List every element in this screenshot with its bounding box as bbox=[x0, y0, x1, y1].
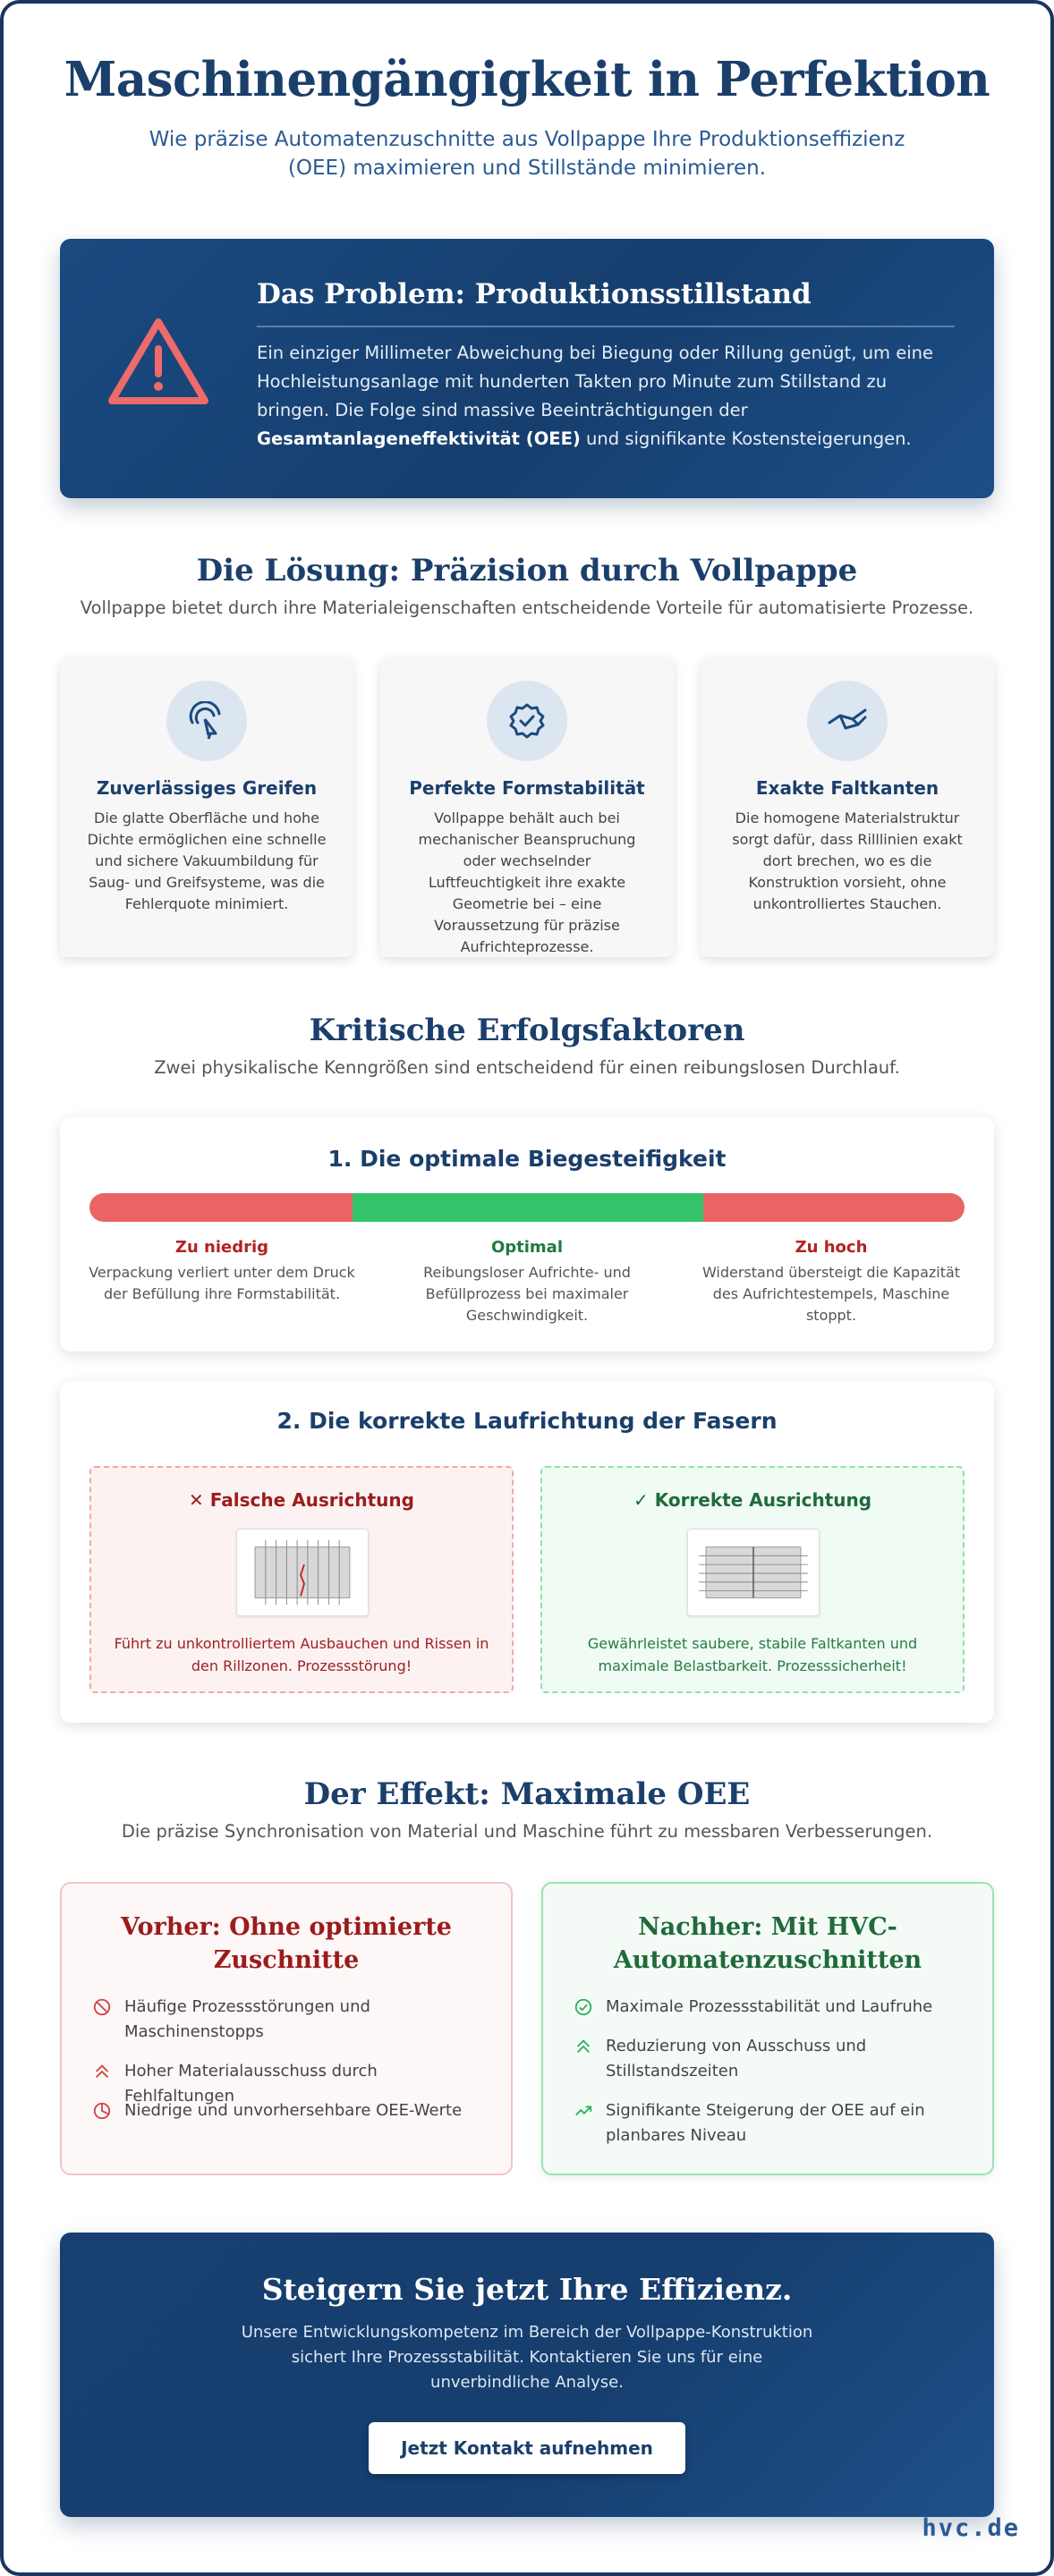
after-title: Nachher: Mit HVC-Automatenzuschnitten bbox=[613, 1913, 922, 1974]
cta-title: Steigern Sie jetzt Ihre Effizienz. bbox=[261, 2272, 793, 2307]
contact-button[interactable]: Jetzt Kontakt aufnehmen bbox=[369, 2422, 685, 2474]
fiber-panel bbox=[60, 1381, 994, 1723]
problem-box bbox=[60, 239, 994, 498]
stiffness-title: 1. Die optimale Biegesteifigkeit bbox=[327, 1146, 727, 1172]
fiber-title: 2. Die korrekte Laufrichtung der Fasern bbox=[276, 1408, 778, 1434]
folded-paper-icon bbox=[826, 701, 869, 741]
feature-text: Vollpappe behält auch bei mechanischer Beanspruchung oder wechselnder Luftfeuchtigkeit ihre exakte Geometrie bei – eine Voraussetzung für präzise Aufrichteprozesse. bbox=[418, 809, 636, 955]
close-icon: ✕ bbox=[189, 1489, 210, 1511]
after-item: Maximale Prozessstabilität und Laufruhe bbox=[572, 1995, 965, 2020]
feature-title: Zuverlässiges Greifen bbox=[96, 777, 318, 799]
wrong-orientation-heading: ✕ Falsche Ausrichtung bbox=[189, 1489, 414, 1511]
page-title: Maschinengängigkeit in Perfektion bbox=[64, 52, 990, 107]
trend-up-icon bbox=[572, 2101, 595, 2121]
factors-title: Kritische Erfolgsfaktoren bbox=[309, 1013, 745, 1048]
feature-card-greifen bbox=[60, 657, 353, 957]
feature-card-faltkanten bbox=[701, 657, 994, 957]
wrong-orientation-text: Führt zu unkontrolliertem Ausbauchen und Rissen in den Rillzonen. Prozessstörung! bbox=[114, 1635, 489, 1674]
badge-check-icon bbox=[507, 701, 547, 741]
feature-icon-circle bbox=[487, 681, 567, 761]
before-title: Vorher: Ohne optimierte Zuschnitte bbox=[121, 1913, 452, 1974]
solution-subtitle: Vollpappe bietet durch ihre Materialeigenschaften entscheidende Vorteile für automatisierte Prozesse. bbox=[80, 597, 974, 618]
brand-logo: hvc.de bbox=[922, 2514, 1020, 2542]
zone-text: Widerstand übersteigt die Kapazität des Aufrichtestempels, Maschine stoppt. bbox=[701, 1264, 961, 1324]
wrong-orientation-box bbox=[89, 1466, 514, 1693]
zone-optimal bbox=[393, 1238, 661, 1326]
pie-chart-icon bbox=[90, 2101, 114, 2121]
before-item: Häufige Prozessstörungen und Maschinenstopps bbox=[90, 1995, 484, 2045]
cta-text: Unsere Entwicklungskompetenz im Bereich der Vollpappe-Konstruktion sichert Ihre Prozessstabilität. Kontaktieren Sie uns für eine unverbindliche Analyse. bbox=[241, 2323, 813, 2392]
page-subtitle: Wie präzise Automatenzuschnitte aus Vollpappe Ihre Produktionseffizienz (OEE) maximieren und Stillstände minimieren. bbox=[149, 128, 905, 180]
check-circle-icon bbox=[572, 1997, 595, 2017]
scale-segment-high bbox=[703, 1193, 965, 1222]
double-chevron-up-icon bbox=[572, 2037, 595, 2056]
effect-title: Der Effekt: Maximale OEE bbox=[303, 1776, 751, 1812]
after-card bbox=[541, 1882, 994, 2175]
feature-icon-circle bbox=[166, 681, 247, 761]
feature-title: Exakte Faltkanten bbox=[755, 777, 939, 799]
check-icon: ✓ bbox=[633, 1489, 655, 1511]
zone-low bbox=[88, 1238, 356, 1305]
correct-orientation-box bbox=[540, 1466, 965, 1693]
after-item: Signifikante Steigerung der OEE auf ein planbares Niveau bbox=[572, 2098, 965, 2148]
before-item: Hoher Materialausschuss durch Fehlfaltungen bbox=[90, 2059, 484, 2109]
ban-icon bbox=[90, 1997, 114, 2017]
feature-card-formstabilitaet bbox=[380, 657, 674, 957]
feature-text: Die homogene Materialstruktur sorgt dafür, dass Rilllinien exakt dort brechen, wo es die Konstruktion vorsieht, ohne unkontrolliertes Stauchen. bbox=[732, 809, 963, 912]
after-item: Reduzierung von Ausschuss und Stillstandszeiten bbox=[572, 2034, 965, 2084]
zone-label: Zu niedrig bbox=[174, 1238, 269, 1257]
feature-text: Die glatte Oberfläche und hohe Dichte ermöglichen eine schnelle und sichere Vakuumbildung für Saug- und Greifsysteme, was die Fehlerquote minimiert. bbox=[87, 809, 327, 912]
oee-highlight: Gesamtanlageneffektivität (OEE) bbox=[257, 428, 581, 449]
problem-title: Das Problem: Produktionsstillstand bbox=[257, 278, 812, 310]
pointer-click-icon bbox=[187, 701, 226, 741]
zone-label: Optimal bbox=[490, 1238, 564, 1257]
double-chevron-up-icon bbox=[90, 2062, 114, 2081]
problem-text: Ein einziger Millimeter Abweichung bei Biegung oder Rillung genügt, um eine Hochleistungsanlage mit hunderten Takten pro Minute zum Stillstand zu bringen. Die Folge sind massive Beeinträchtigungen der Gesamtanlageneffektivität (OEE) und signifikante Kostensteigerungen. bbox=[257, 343, 934, 449]
before-item: Niedrige und unvorhersehbare OEE-Werte bbox=[90, 2098, 484, 2123]
solution-title: Die Lösung: Präzision durch Vollpappe bbox=[196, 553, 858, 589]
scale-segment-low bbox=[89, 1193, 353, 1222]
correct-orientation-heading: ✓ Korrekte Ausrichtung bbox=[633, 1489, 872, 1511]
zone-label: Zu hoch bbox=[795, 1238, 868, 1257]
zone-text: Reibungsloser Aufrichte- und Befüllprozess bei maximaler Geschwindigkeit. bbox=[423, 1264, 631, 1324]
correct-fiber-illustration bbox=[687, 1529, 820, 1616]
problem-divider bbox=[257, 326, 955, 327]
before-card bbox=[60, 1882, 513, 2175]
factors-subtitle: Zwei physikalische Kenngrößen sind entscheidend für einen reibungslosen Durchlauf. bbox=[154, 1057, 900, 1078]
cta-box bbox=[60, 2233, 994, 2517]
zone-text: Verpackung verliert unter dem Druck der Befüllung ihre Formstabilität. bbox=[89, 1264, 355, 1302]
wrong-fiber-illustration bbox=[236, 1529, 369, 1616]
correct-orientation-text: Gewährleistet saubere, stabile Faltkanten und maximale Belastbarkeit. Prozesssicherheit! bbox=[587, 1635, 918, 1674]
effect-subtitle: Die präzise Synchronisation von Material und Maschine führt zu messbaren Verbesserungen. bbox=[121, 1821, 933, 1842]
stiffness-panel bbox=[60, 1117, 994, 1352]
scale-segment-optimal bbox=[353, 1193, 703, 1222]
warning-icon bbox=[106, 315, 210, 408]
feature-title: Perfekte Formstabilität bbox=[409, 777, 645, 799]
stiffness-scale-bar bbox=[89, 1193, 965, 1222]
feature-icon-circle bbox=[807, 681, 888, 761]
zone-high bbox=[697, 1238, 965, 1326]
